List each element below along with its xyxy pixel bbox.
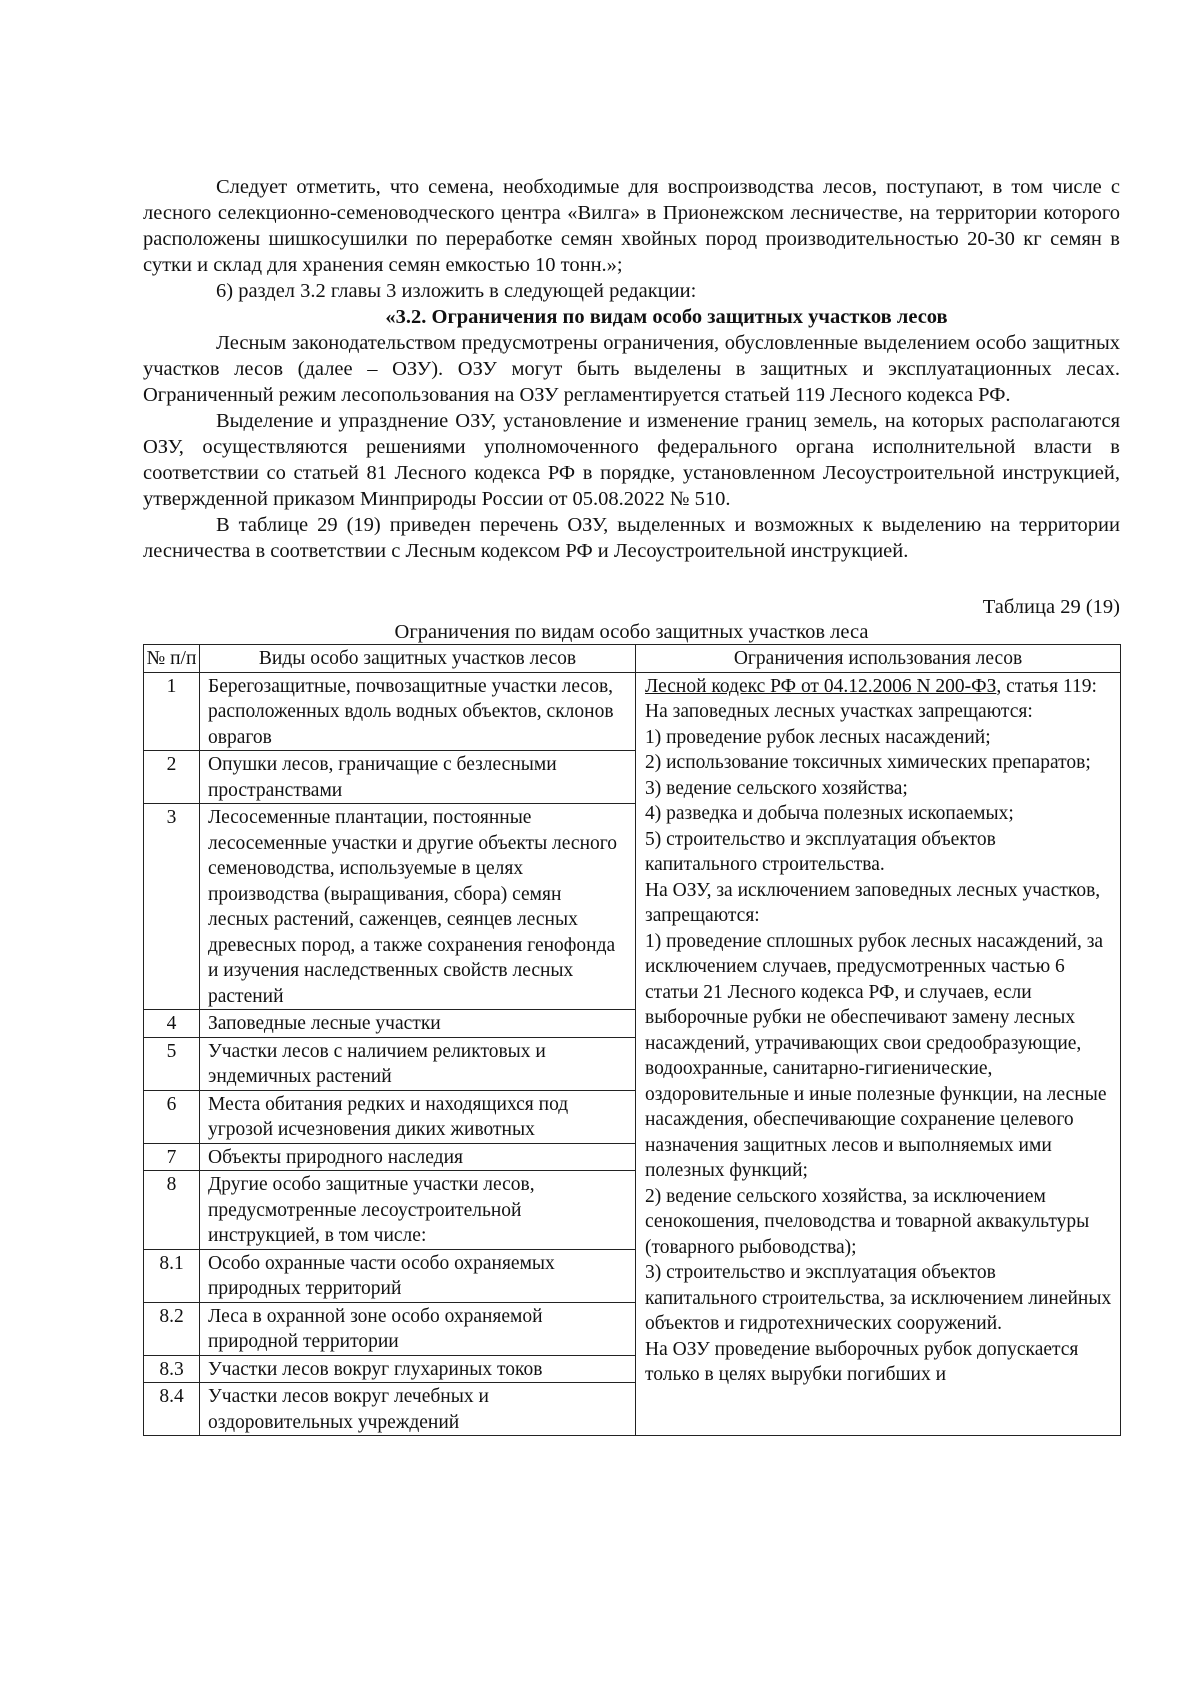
row-num: 8	[144, 1171, 200, 1250]
row-type: Опушки лесов, граничащие с безлесными пространствами	[200, 751, 636, 804]
row-num: 7	[144, 1143, 200, 1171]
restriction-line: На ОЗУ проведение выборочных рубок допускается только в целях вырубки погибших и	[645, 1338, 1079, 1385]
paragraph-amendment: 6) раздел 3.2 главы 3 изложить в следующей редакции:	[216, 280, 697, 302]
row-type: Заповедные лесные участки	[200, 1010, 636, 1038]
row-type: Участки лесов вокруг лечебных и оздоровительных учреждений	[200, 1383, 636, 1436]
row-type: Леса в охранной зоне особо охраняемой природной территории	[200, 1302, 636, 1355]
header-type: Виды особо защитных участков лесов	[200, 645, 636, 673]
row-type: Места обитания редких и находящихся под угрозой исчезновения диких животных	[200, 1090, 636, 1143]
restriction-line: 1) проведение сплошных рубок лесных насаждений, за исключением случаев, предусмотренных частью 6 статьи 21 Лесного кодекса РФ, и случаев, если выборочные рубки не обеспечивают замену лесных насаждений, утрачивающих свои средообразующие, водоохранные, санитарно-гигиенические, оздоровительные и иные полезные функции, на лесные насаждения, обеспечивающие сохранение целевого назначения защитных лесов и выполняемых ими полезных функций;	[645, 930, 1107, 1181]
row-num: 5	[144, 1037, 200, 1090]
paragraph-table-intro: В таблице 29 (19) приведен перечень ОЗУ, выделенных и возможных к выделению на территории лесничества в соответствии с Лесным кодексом РФ и Лесоустроительной инструкцией.	[143, 514, 1120, 562]
document-body	[143, 174, 1120, 1436]
header-num: № п/п	[144, 645, 200, 673]
row-num: 3	[144, 804, 200, 1010]
row-num: 1	[144, 672, 200, 751]
law-link[interactable]: Лесной кодекс РФ от 04.12.2006 N 200-ФЗ	[645, 675, 997, 697]
section-heading: «3.2. Ограничения по видам особо защитных участков лесов	[385, 306, 948, 328]
table-title: Ограничения по видам особо защитных участков леса	[394, 621, 869, 643]
row-num: 6	[144, 1090, 200, 1143]
row-type: Участки лесов с наличием реликтовых и эндемичных растений	[200, 1037, 636, 1090]
row-num: 8.4	[144, 1383, 200, 1436]
header-restrictions: Ограничения использования лесов	[636, 645, 1121, 673]
restriction-law-reference	[645, 674, 1112, 700]
row-num: 8.2	[144, 1302, 200, 1355]
row-num: 4	[144, 1010, 200, 1038]
paragraph-seeds: Следует отметить, что семена, необходимые для воспроизводства лесов, поступают, в том числе с лесного селекционно-семеноводческого центра «Вилга» в Прионежском лесничестве, на территории которого расположены шишкосушилки по переработке семян хвойных пород производительностью 20-30 кг семян в сутки и склад для хранения семян емкостью 10 тонн.»;	[143, 176, 1120, 276]
paragraph-legislation: Лесным законодательством предусмотрены ограничения, обусловленные выделением особо защитных участков лесов (далее – ОЗУ). ОЗУ могут быть выделены в защитных и эксплуатационных лесах. Ограниченный режим лесопользования на ОЗУ регламентируется статьей 119 Лесного кодекса РФ.	[143, 332, 1120, 406]
row-type: Участки лесов вокруг глухариных токов	[200, 1355, 636, 1383]
row-type: Объекты природного наследия	[200, 1143, 636, 1171]
restriction-line: 1) проведение рубок лесных насаждений;	[645, 726, 991, 748]
paragraph-allocation: Выделение и упразднение ОЗУ, установление и изменение границ земель, на которых располагаются ОЗУ, осуществляются решениями уполномоченного федерального органа исполнительной власти в соответствии со статьей 81 Лесного кодекса РФ в порядке, установленном Лесоустроительной инструкцией, утвержденной приказом Минприроды России от 05.08.2022 № 510.	[143, 410, 1120, 510]
restriction-line: 3) строительство и эксплуатация объектов капитального строительства, за исключением линейных объектов и гидротехнических сооружений.	[645, 1262, 1112, 1334]
row-num: 2	[144, 751, 200, 804]
row-type: Другие особо защитные участки лесов, предусмотренные лесоустроительной инструкцией, в том числе:	[200, 1171, 636, 1250]
table-caption: Таблица 29 (19)	[982, 596, 1120, 618]
restriction-line: 2) использование токсичных химических препаратов;	[645, 752, 1091, 773]
restrictions-cell	[636, 672, 1121, 1436]
restriction-line: 5) строительство и эксплуатация объектов капитального строительства.	[645, 828, 996, 875]
law-link-suffix: , статья 119:	[996, 675, 1097, 697]
row-num: 8.1	[144, 1249, 200, 1302]
restriction-line: 4) разведка и добыча полезных ископаемых;	[645, 803, 1014, 824]
table-row	[144, 672, 1121, 751]
table-header-row	[144, 645, 1121, 673]
restriction-line: 2) ведение сельского хозяйства, за исключением сенокошения, пчеловодства и товарной аквакультуры (товарного рыбоводства);	[645, 1185, 1090, 1258]
row-num: 8.3	[144, 1355, 200, 1383]
row-type: Берегозащитные, почвозащитные участки лесов, расположенных вдоль водных объектов, склонов оврагов	[200, 672, 636, 751]
row-type: Особо охранные части особо охраняемых природных территорий	[200, 1249, 636, 1302]
row-type: Лесосеменные плантации, постоянные лесосеменные участки и другие объекты лесного семеноводства, используемые в целях производства (выращивания, сбора) семян лесных растений, саженцев, сеянцев лесных древесных пород, а также сохранения генофонда и изучения наследственных свойств лесных растений	[200, 804, 636, 1010]
restriction-line: На ОЗУ, за исключением заповедных лесных участков, запрещаются:	[645, 879, 1101, 926]
restriction-line: 3) ведение сельского хозяйства;	[645, 777, 908, 799]
restriction-line: На заповедных лесных участках запрещаются:	[645, 701, 1033, 722]
restrictions-table	[143, 644, 1121, 1436]
